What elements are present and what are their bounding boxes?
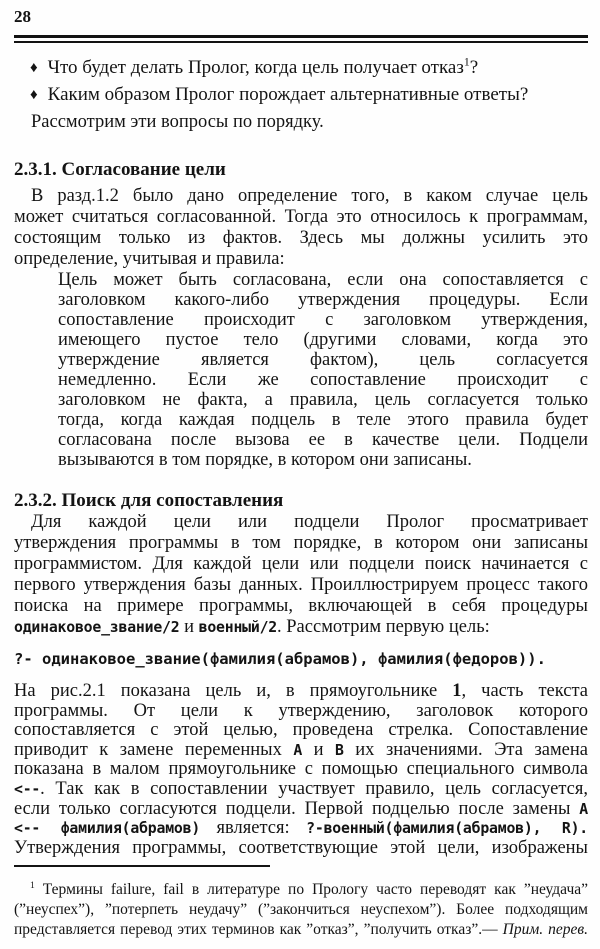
- text-segment: их значениями. Эта замена: [343, 740, 588, 760]
- text-line: сопоставление происходит с заголовком утверждения,: [58, 310, 588, 330]
- text-line: заголовком не факта, а правила, цель согласуется только: [58, 390, 588, 410]
- bullet-item: [30, 54, 588, 81]
- text-line: Цель может быть согласована, если она сопоставляется с: [58, 270, 588, 290]
- text-line: немедленно. Если же сопоставление происходит с: [58, 370, 588, 390]
- diamond-bullet-icon: ♦: [30, 60, 38, 76]
- prolog-query-line: ?- одинаковое_звание(фамилия(абрамов), фамилия(федоров)).: [14, 650, 546, 668]
- text-line: утверждения программы в том порядке, в котором они записаны: [14, 533, 588, 553]
- paragraph-figure-description: [14, 682, 588, 858]
- text-line: [14, 682, 588, 702]
- inline-code: <-- фамилия(абрамов): [14, 820, 201, 838]
- footnote-reference: 1: [463, 55, 470, 69]
- text-segment: , часть текста: [461, 682, 588, 701]
- text-line: заголовком какого-либо утверждения процедуры. Если: [58, 290, 588, 310]
- text-segment: приводит к замене переменных: [14, 740, 294, 760]
- inline-code: A: [293, 741, 303, 759]
- text-line: вызываются в том порядке, в котором они записаны.: [58, 450, 472, 470]
- inline-code: B: [335, 741, 344, 759]
- header-double-rule: [14, 35, 588, 43]
- text-line: может считаться согласованной. Тогда это относилось к программам,: [14, 207, 588, 227]
- inline-code: <--: [14, 780, 41, 798]
- question-bullet-list: [14, 54, 588, 108]
- paragraph-search-order: [14, 512, 588, 638]
- text-segment: представляется перевод этих терминов как ”отказ”, ”получить отказ”.—: [14, 921, 503, 939]
- definition-block-quote: [58, 270, 588, 470]
- intro-paragraph: Рассмотрим эти вопросы по порядку.: [31, 112, 324, 132]
- text-line: определение, учитывая и правила:: [14, 249, 285, 269]
- inline-code: ?-военный(фамилия(абрамов), R).: [306, 820, 588, 838]
- text-line: программистом. Для каждой цели или подцели поиск начинается с: [14, 554, 588, 574]
- text-line: утверждение является фактом), цель согласуется: [58, 350, 588, 370]
- inline-code: военный/2: [198, 619, 278, 636]
- text-line: первого утверждения базы данных. Проиллюстрируем процесс такого: [14, 575, 588, 595]
- inline-code: одинаковое_звание/2: [14, 619, 180, 636]
- footnote-marker: 1: [30, 880, 35, 892]
- text-line: имеющего пустое тело (другими словами, когда это: [58, 330, 588, 350]
- text-segment: На рис.2.1 показана цель и, в прямоугольнике: [14, 682, 453, 701]
- bullet-text: Каким образом Пролог порождает альтернативные ответы?: [47, 84, 529, 105]
- translator-note-label: Прим. перев.: [502, 921, 588, 939]
- text-segment: . Так как в сопоставлении участвует правило, цель согласуется,: [40, 779, 588, 799]
- bullet-text-tail: ?: [469, 57, 479, 78]
- bullet-text: Что будет делать Пролог, когда цель получает отказ: [47, 57, 464, 78]
- text-line: поиска на примере программы, включающей в себя процедуры: [14, 596, 588, 616]
- text-line: показана в малом прямоугольнике с помощью специального символа: [14, 760, 588, 780]
- text-line: тогда, когда каждая подцель в теле этого правила будет: [58, 410, 588, 430]
- section-heading-2-3-1: 2.3.1. Согласование цели: [14, 159, 226, 180]
- text-line: [14, 741, 588, 761]
- inline-code: A: [579, 800, 588, 818]
- text-line: [14, 617, 588, 638]
- text-segment: и: [302, 740, 336, 760]
- section-heading-2-3-2: 2.3.2. Поиск для сопоставления: [14, 490, 284, 511]
- text-line: программы. От цели к утверждению, заголовок которого: [14, 701, 588, 721]
- paragraph-goal-satisfaction: [14, 186, 588, 270]
- text-line: состоящим только из фактов. Здесь мы должны усилить это: [14, 228, 588, 248]
- diamond-bullet-icon: ♦: [30, 87, 38, 103]
- text-line: Для каждой цели или подцели Пролог просматривает: [31, 512, 588, 532]
- text-segment: . Рассмотрим первую цель:: [277, 617, 490, 637]
- bullet-item: [30, 81, 588, 108]
- footnote-line: [14, 920, 588, 940]
- footnote-separator-rule: [14, 865, 270, 867]
- text-line: [14, 819, 588, 839]
- text-segment: и: [179, 617, 199, 637]
- figure-rectangle-number: 1: [452, 682, 462, 701]
- translator-footnote: [14, 880, 588, 940]
- text-line: [14, 780, 588, 800]
- text-line: согласована после вызова ее в качестве цели. Подцели: [58, 430, 588, 450]
- text-line: Утверждения программы, соответствующие этой цели, изображены: [14, 838, 588, 858]
- footnote-line: [14, 880, 588, 900]
- footnote-line: (”неуспех”), ”потерпеть неудачу” (”закончиться неуспехом”). Более подходящим: [14, 901, 588, 919]
- text-segment: является:: [200, 819, 307, 839]
- text-segment: если только согласуются подцели. Первой подцелью после замены: [14, 799, 580, 819]
- page-number: 28: [14, 7, 31, 26]
- text-line: В разд.1.2 было дано определение того, в каком случае цель: [31, 186, 588, 206]
- text-segment: Термины failure, fail в литературе по Прологу часто переводят как ”неудача”: [34, 881, 588, 899]
- text-line: сопоставляется с этой целью, проведена стрелка. Сопоставление: [14, 721, 588, 741]
- text-line: [14, 800, 588, 820]
